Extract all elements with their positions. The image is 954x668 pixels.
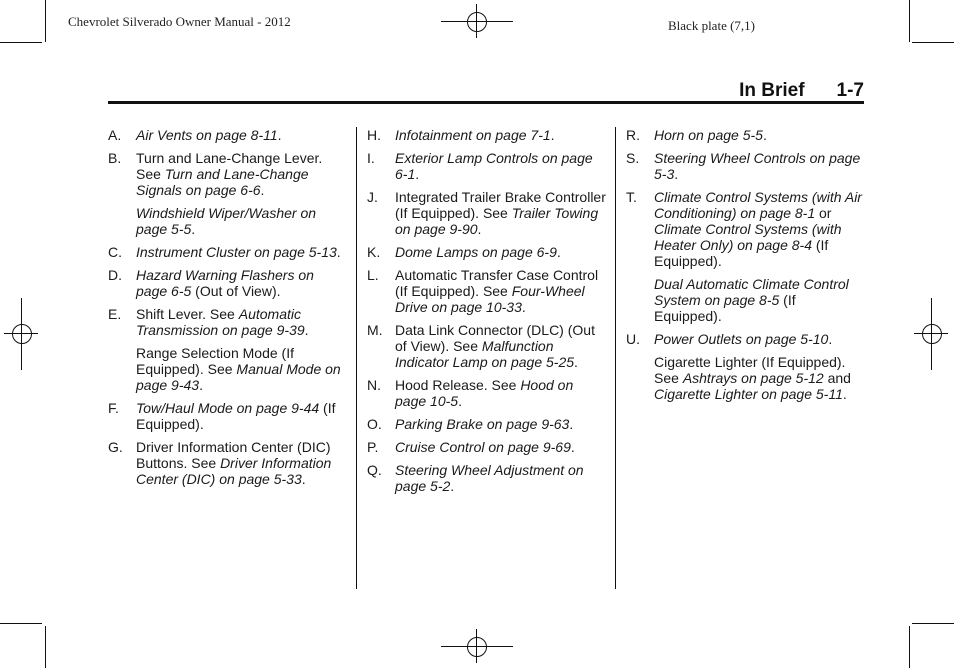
legend-description xyxy=(654,331,866,347)
column-divider xyxy=(356,127,357,589)
legend-text: . xyxy=(556,244,561,260)
legend-description xyxy=(395,377,607,409)
registration-mark xyxy=(441,21,513,22)
registration-mark xyxy=(914,333,948,334)
legend-text: and xyxy=(823,370,851,386)
cross-reference-link[interactable]: Cruise Control on page 9-69 xyxy=(395,439,571,455)
legend-letter: P. xyxy=(367,439,379,455)
registration-mark xyxy=(4,333,38,334)
registration-mark xyxy=(476,4,477,38)
legend-text: . xyxy=(260,182,265,198)
legend-description xyxy=(654,276,866,324)
registration-mark xyxy=(12,324,32,344)
legend-description xyxy=(136,205,348,237)
legend-description xyxy=(654,354,866,402)
legend-text: Range Selection Mode (If Equipped). See xyxy=(136,345,294,377)
cross-reference-link[interactable]: Ashtrays on page 5-12 xyxy=(682,370,824,386)
legend-text: or xyxy=(815,205,832,221)
legend-entry xyxy=(367,267,607,315)
cross-reference-link[interactable]: Steering Wheel Adjustment on page 5-2 xyxy=(395,462,584,494)
legend-text: Shift Lever. See xyxy=(136,306,239,322)
cross-reference-link[interactable]: Hood on page 10-5 xyxy=(395,377,574,409)
legend-description xyxy=(136,400,348,432)
legend-description xyxy=(395,416,607,432)
legend-description xyxy=(136,150,348,198)
legend-column-3 xyxy=(626,127,866,409)
legend-text: . xyxy=(842,386,847,402)
legend-entry xyxy=(367,189,607,237)
legend-text: . xyxy=(550,127,555,143)
legend-letter: F. xyxy=(108,400,119,416)
legend-description xyxy=(395,150,607,182)
cross-reference-link[interactable]: Turn and Lane-Change Signals on page 6-6 xyxy=(136,166,309,198)
plate-label: Black plate (7,1) xyxy=(668,18,755,33)
legend-entry xyxy=(108,345,348,393)
cross-reference-link[interactable]: Malfunction Indicator Lamp on page 5-25 xyxy=(395,338,575,370)
legend-letter: I. xyxy=(367,150,375,166)
section-page-number: 1-7 xyxy=(836,80,864,101)
legend-entry xyxy=(367,127,607,143)
legend-text: (Out of View). xyxy=(191,283,281,299)
legend-text: . xyxy=(674,166,679,182)
legend-text: . xyxy=(828,331,833,347)
legend-text: . xyxy=(521,299,526,315)
legend-text: . xyxy=(304,322,309,338)
legend-letter: T. xyxy=(626,189,637,205)
legend-letter: Q. xyxy=(367,462,382,478)
legend-entry xyxy=(626,354,866,402)
legend-text: . xyxy=(415,166,420,182)
legend-text: Driver Information Center (DIC) Buttons. See xyxy=(136,439,331,471)
legend-letter: S. xyxy=(626,150,640,166)
legend-entry xyxy=(626,127,866,143)
legend-entry xyxy=(108,205,348,237)
cross-reference-link[interactable]: Driver Information Center (DIC) on page 5-33 xyxy=(136,455,332,487)
legend-description xyxy=(395,244,607,260)
legend-description xyxy=(136,244,348,260)
registration-mark xyxy=(467,12,487,32)
cross-reference-link[interactable]: Windshield Wiper/Washer on page 5-5 xyxy=(136,205,317,237)
cross-reference-link[interactable]: Power Outlets on page 5-10 xyxy=(654,331,829,347)
legend-letter: L. xyxy=(367,267,379,283)
legend-text: Integrated Trailer Brake Controller (If Equipped). See xyxy=(395,189,606,221)
registration-mark xyxy=(441,646,513,647)
legend-entry xyxy=(367,416,607,432)
legend-letter: H. xyxy=(367,127,381,143)
legend-description xyxy=(395,322,607,370)
legend-description xyxy=(395,267,607,315)
legend-letter xyxy=(108,345,136,393)
manual-title: Chevrolet Silverado Owner Manual - 2012 xyxy=(68,14,291,29)
cross-reference-link[interactable]: Infotainment on page 7-1 xyxy=(395,127,551,143)
cross-reference-link[interactable]: Dome Lamps on page 6-9 xyxy=(395,244,557,260)
legend-description xyxy=(395,462,607,494)
cross-reference-link[interactable]: Tow/Haul Mode on page 9-44 xyxy=(136,400,320,416)
cross-reference-link[interactable]: Manual Mode on page 9-43 xyxy=(136,361,341,393)
legend-text: . xyxy=(762,127,767,143)
legend-entry xyxy=(367,322,607,370)
legend-description xyxy=(395,439,607,455)
cross-reference-link[interactable]: Climate Control Systems (with Air Conditioning) on page 8-1 xyxy=(654,189,862,221)
registration-mark xyxy=(922,324,942,344)
legend-description xyxy=(654,127,866,143)
cross-reference-link[interactable]: Automatic Transmission on page 9-39 xyxy=(136,306,305,338)
legend-letter: K. xyxy=(367,244,381,260)
crop-mark xyxy=(909,0,910,42)
legend-text: Cigarette Lighter (If Equipped). See xyxy=(654,354,846,386)
legend-text: Hood Release. See xyxy=(395,377,521,393)
section-heading xyxy=(739,80,864,102)
registration-mark xyxy=(931,298,932,370)
registration-mark xyxy=(21,298,22,370)
legend-letter: U. xyxy=(626,331,640,347)
cross-reference-link[interactable]: Steering Wheel Controls on page 5-3 xyxy=(654,150,861,182)
legend-letter: A. xyxy=(108,127,122,143)
cross-reference-link[interactable]: Air Vents on page 8-11 xyxy=(136,127,278,143)
legend-text: . xyxy=(458,393,462,409)
column-divider xyxy=(615,127,616,589)
cross-reference-link[interactable]: Instrument Cluster on page 5-13 xyxy=(136,244,337,260)
legend-letter: M. xyxy=(367,322,383,338)
legend-description xyxy=(136,306,348,338)
crop-mark xyxy=(909,626,910,668)
legend-letter xyxy=(626,354,654,402)
legend-letter: B. xyxy=(108,150,122,166)
legend-entry xyxy=(108,267,348,299)
legend-text: Data Link Connector (DLC) (Out of View). See xyxy=(395,322,595,354)
crop-mark xyxy=(0,623,42,624)
legend-entry xyxy=(108,127,348,143)
legend-entry xyxy=(108,306,348,338)
legend-entry xyxy=(626,150,866,182)
legend-description xyxy=(395,127,607,143)
legend-letter xyxy=(108,205,136,237)
legend-entry xyxy=(367,439,607,455)
legend-entry xyxy=(367,462,607,494)
legend-entry xyxy=(626,276,866,324)
legend-text: . xyxy=(191,221,196,237)
crop-mark xyxy=(0,42,42,43)
legend-text: . xyxy=(301,471,306,487)
legend-letter: J. xyxy=(367,189,378,205)
heading-rule xyxy=(108,101,864,104)
legend-letter xyxy=(626,276,654,324)
legend-text: (If Equipped). xyxy=(654,237,829,269)
legend-description xyxy=(136,267,348,299)
legend-letter: R. xyxy=(626,127,640,143)
crop-mark xyxy=(45,0,46,42)
cross-reference-link[interactable]: Four-Wheel Drive on page 10-33 xyxy=(395,283,585,315)
cross-reference-link[interactable]: Dual Automatic Climate Control System on page 8-5 xyxy=(654,276,849,308)
legend-text: Turn and Lane-Change Lever. See xyxy=(136,150,323,182)
legend-column-1 xyxy=(108,127,348,494)
legend-text: (If Equipped). xyxy=(654,292,796,324)
legend-letter: G. xyxy=(108,439,123,455)
legend-entry xyxy=(367,377,607,409)
cross-reference-link[interactable]: Hazard Warning Flashers on page 6-5 xyxy=(136,267,314,299)
crop-mark xyxy=(912,623,954,624)
legend-entry xyxy=(108,439,348,487)
section-name: In Brief xyxy=(739,80,805,101)
legend-text: . xyxy=(574,354,578,370)
cross-reference-link[interactable]: Trailer Towing on page 9-90 xyxy=(395,205,599,237)
legend-letter: O. xyxy=(367,416,382,432)
cross-reference-link[interactable]: Exterior Lamp Controls on page 6-1 xyxy=(395,150,593,182)
legend-text: . xyxy=(450,478,455,494)
cross-reference-link[interactable]: Parking Brake on page 9-63 xyxy=(395,416,570,432)
legend-description xyxy=(136,127,348,143)
legend-letter: D. xyxy=(108,267,122,283)
legend-entry xyxy=(108,400,348,432)
legend-text: . xyxy=(569,416,574,432)
legend-description xyxy=(395,189,607,237)
legend-entry xyxy=(626,331,866,347)
crop-mark xyxy=(45,626,46,668)
legend-entry xyxy=(626,189,866,269)
legend-text: . xyxy=(336,244,341,260)
legend-description xyxy=(654,150,866,182)
cross-reference-link[interactable]: Climate Control Systems (with Heater Only) on page 8-4 xyxy=(654,221,842,253)
legend-letter: N. xyxy=(367,377,381,393)
legend-text: (If Equipped). xyxy=(136,400,336,432)
legend-column-2 xyxy=(367,127,607,501)
legend-letter: E. xyxy=(108,306,122,322)
registration-mark xyxy=(467,637,487,657)
cross-reference-link[interactable]: Cigarette Lighter on page 5-11 xyxy=(654,386,843,402)
legend-entry xyxy=(367,244,607,260)
legend-entry xyxy=(108,150,348,198)
crop-mark xyxy=(912,42,954,43)
legend-text: . xyxy=(199,377,203,393)
legend-description xyxy=(654,189,866,269)
legend-text: . xyxy=(477,221,482,237)
legend-text: . xyxy=(277,127,282,143)
legend-entry xyxy=(108,244,348,260)
registration-mark xyxy=(476,629,477,663)
legend-description xyxy=(136,439,348,487)
legend-description xyxy=(136,345,348,393)
cross-reference-link[interactable]: Horn on page 5-5 xyxy=(654,127,763,143)
legend-entry xyxy=(367,150,607,182)
legend-text: . xyxy=(570,439,575,455)
legend-text: Automatic Transfer Case Control (If Equipped). See xyxy=(395,267,599,299)
legend-letter: C. xyxy=(108,244,122,260)
